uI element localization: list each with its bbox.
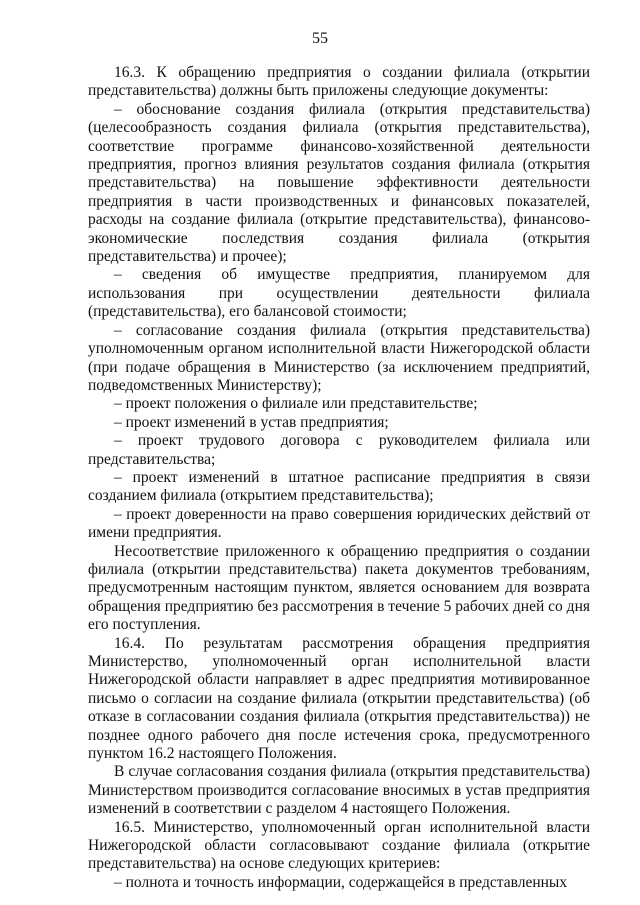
paragraph-noncompliance: Несоответствие приложенного к обращению предприятия о создании филиала (открытии представительства) пакета документов требованиям, предусмотренным настоящим пунктом, является основанием для возврата обращения предприятию без рассмотрения в течение 5 рабочих дней со дня его поступления.: [88, 542, 590, 634]
list-item-approval: – согласование создания филиала (открытия представительства) уполномоченным органом исполнительной власти Нижегородской области (при подаче обращения в Министерство (за исключением предприятий, подведомственных Министерству);: [88, 321, 590, 394]
list-item-charter-changes: – проект изменений в устав предприятия;: [114, 413, 389, 431]
list-item-justification: – обоснование создания филиала (открытия представительства) (целесообразность создания филиала (открытия представительства), соответствие программе финансово-хозяйственной деятельности предприятия, прогноз влияния результатов создания филиала (открытия представительства) на повышение эффективности деятельности предприятия в части производственных и финансовых показателей, расходы на создание филиала (открытие представительства), финансово-экономические последствия создания филиала (открытия представительства) и прочее);: [88, 100, 590, 266]
document-body: [88, 64, 590, 892]
list-item-completeness: – полнота и точность информации, содержащейся в представленных: [114, 873, 568, 891]
page-number: 55: [312, 30, 328, 47]
list-item-staff-schedule: – проект изменений в штатное расписание предприятия в связи созданием филиала (открытием представительства);: [88, 468, 590, 505]
paragraph-16-4: 16.4. По результатам рассмотрения обращения предприятия Министерство, уполномоченный орган исполнительной власти Нижегородской области направляет в адрес предприятия мотивированное письмо о согласии на создание филиала (открытии представительства) (об отказе в согласовании создания филиала (открытия представительства)) не позднее одного рабочего дня после истечения срока, предусмотренного пунктом 16.2 настоящего Положения.: [88, 634, 590, 763]
list-item-property-info: – сведения об имуществе предприятия, планируемом для использования при осуществлении деятельности филиала (представительства), его балансовой стоимости;: [88, 266, 590, 321]
paragraph-approval-case: В случае согласования создания филиала (открытия представительства) Министерством производится согласование вносимых в устав предприятия изменений в соответствии с разделом 4 настоящего Положения.: [88, 763, 590, 818]
list-item-power-of-attorney: – проект доверенности на право совершения юридических действий от имени предприятия.: [88, 505, 590, 542]
paragraph-16-3-intro: 16.3. К обращению предприятия о создании филиала (открытии представительства) должны быть приложены следующие документы:: [88, 64, 590, 100]
list-item-labor-contract: – проект трудового договора с руководителем филиала или представительства;: [88, 432, 590, 468]
paragraph-16-5: 16.5. Министерство, уполномоченный орган исполнительной власти Нижегородской области согласовывают создание филиала (открытие представительства) на основе следующих критериев:: [88, 818, 590, 873]
list-item-branch-regulation: – проект положения о филиале или представительстве;: [114, 395, 478, 413]
